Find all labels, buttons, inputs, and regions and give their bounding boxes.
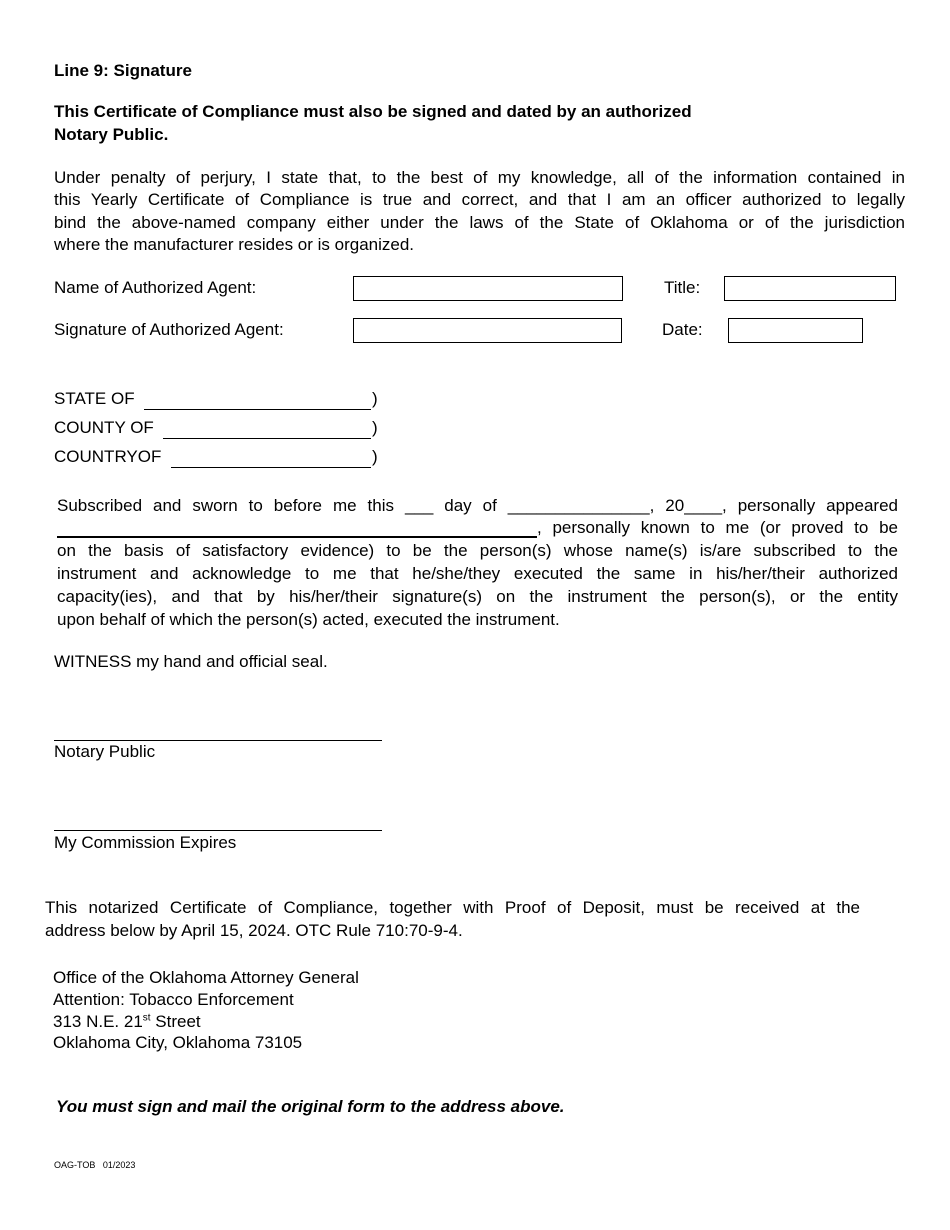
country-label: COUNTRYOF: [54, 447, 162, 466]
notary-notice-line: This Certificate of Compliance must also be signed and dated by an authorized: [54, 102, 692, 121]
jurat-line: Subscribed and sworn to before me this ___ day of _______________, 20____, personally appeared: [57, 496, 898, 515]
state-blank[interactable]: [144, 409, 371, 410]
jurat-line: on the basis of satisfactory evidence) to be the person(s) whose name(s) is/are subscribed to the: [57, 541, 898, 560]
mailing-notice-line: address below by April 15, 2024. OTC Rule 710:70-9-4.: [45, 921, 463, 940]
mailing-notice-line: This notarized Certificate of Compliance, together with Proof of Deposit, must be received at the: [45, 898, 860, 917]
bracket: ): [372, 418, 378, 437]
appeared-name-blank[interactable]: [57, 517, 537, 538]
agent-name-input[interactable]: [353, 276, 623, 301]
notary-notice-line: Notary Public.: [54, 125, 169, 144]
form-code: OAG-TOB 01/2023: [54, 1160, 136, 1170]
state-label: STATE OF: [54, 389, 135, 408]
address-line: Oklahoma City, Oklahoma 73105: [53, 1033, 303, 1052]
section-heading: Line 9: Signature: [54, 61, 192, 80]
ordinal-suffix: st: [142, 1012, 151, 1024]
title-label: Title:: [664, 278, 701, 297]
jurat-line: capacity(ies), and that by his/her/their signature(s) on the instrument the person(s), or the entity: [57, 587, 898, 606]
jurat-line: [57, 517, 898, 539]
county-blank[interactable]: [163, 438, 371, 439]
jurat-line: instrument and acknowledge to me that he/she/they executed the same in his/her/their authorized: [57, 564, 898, 583]
agent-signature-input[interactable]: [353, 318, 622, 343]
commission-expires-label: My Commission Expires: [54, 833, 237, 852]
address-line: Attention: Tobacco Enforcement: [53, 990, 294, 1009]
penalty-statement-line: this Yearly Certificate of Compliance is true and correct, and that I am an officer authorized to legally: [54, 190, 905, 209]
address-line: Office of the Oklahoma Attorney General: [53, 968, 359, 987]
county-label: COUNTY OF: [54, 418, 154, 437]
date-input[interactable]: [728, 318, 863, 343]
bracket: ): [372, 447, 378, 466]
penalty-statement-line: bind the above-named company either under the laws of the State of Oklahoma or of the jurisdiction: [54, 213, 905, 232]
jurat-line-tail: , personally known to me (or proved to be: [537, 518, 898, 537]
title-input[interactable]: [724, 276, 896, 301]
penalty-statement-line: Under penalty of perjury, I state that, to the best of my knowledge, all of the information contained in: [54, 168, 905, 187]
jurat-line: upon behalf of which the person(s) acted, executed the instrument.: [57, 610, 560, 629]
street-number: 313 N.E. 21: [53, 1012, 143, 1031]
bracket: ): [372, 389, 378, 408]
notary-public-label: Notary Public: [54, 742, 156, 761]
agent-name-label: Name of Authorized Agent:: [54, 278, 257, 297]
penalty-statement-line: where the manufacturer resides or is organized.: [54, 235, 415, 254]
country-blank[interactable]: [171, 467, 371, 468]
street-word: Street: [150, 1012, 201, 1031]
witness-text: WITNESS my hand and official seal.: [54, 652, 328, 671]
date-label: Date:: [662, 320, 703, 339]
final-instruction: You must sign and mail the original form to the address above.: [56, 1097, 565, 1116]
agent-signature-label: Signature of Authorized Agent:: [54, 320, 284, 339]
address-line: [53, 1011, 201, 1033]
commission-expires-line[interactable]: [54, 830, 382, 831]
